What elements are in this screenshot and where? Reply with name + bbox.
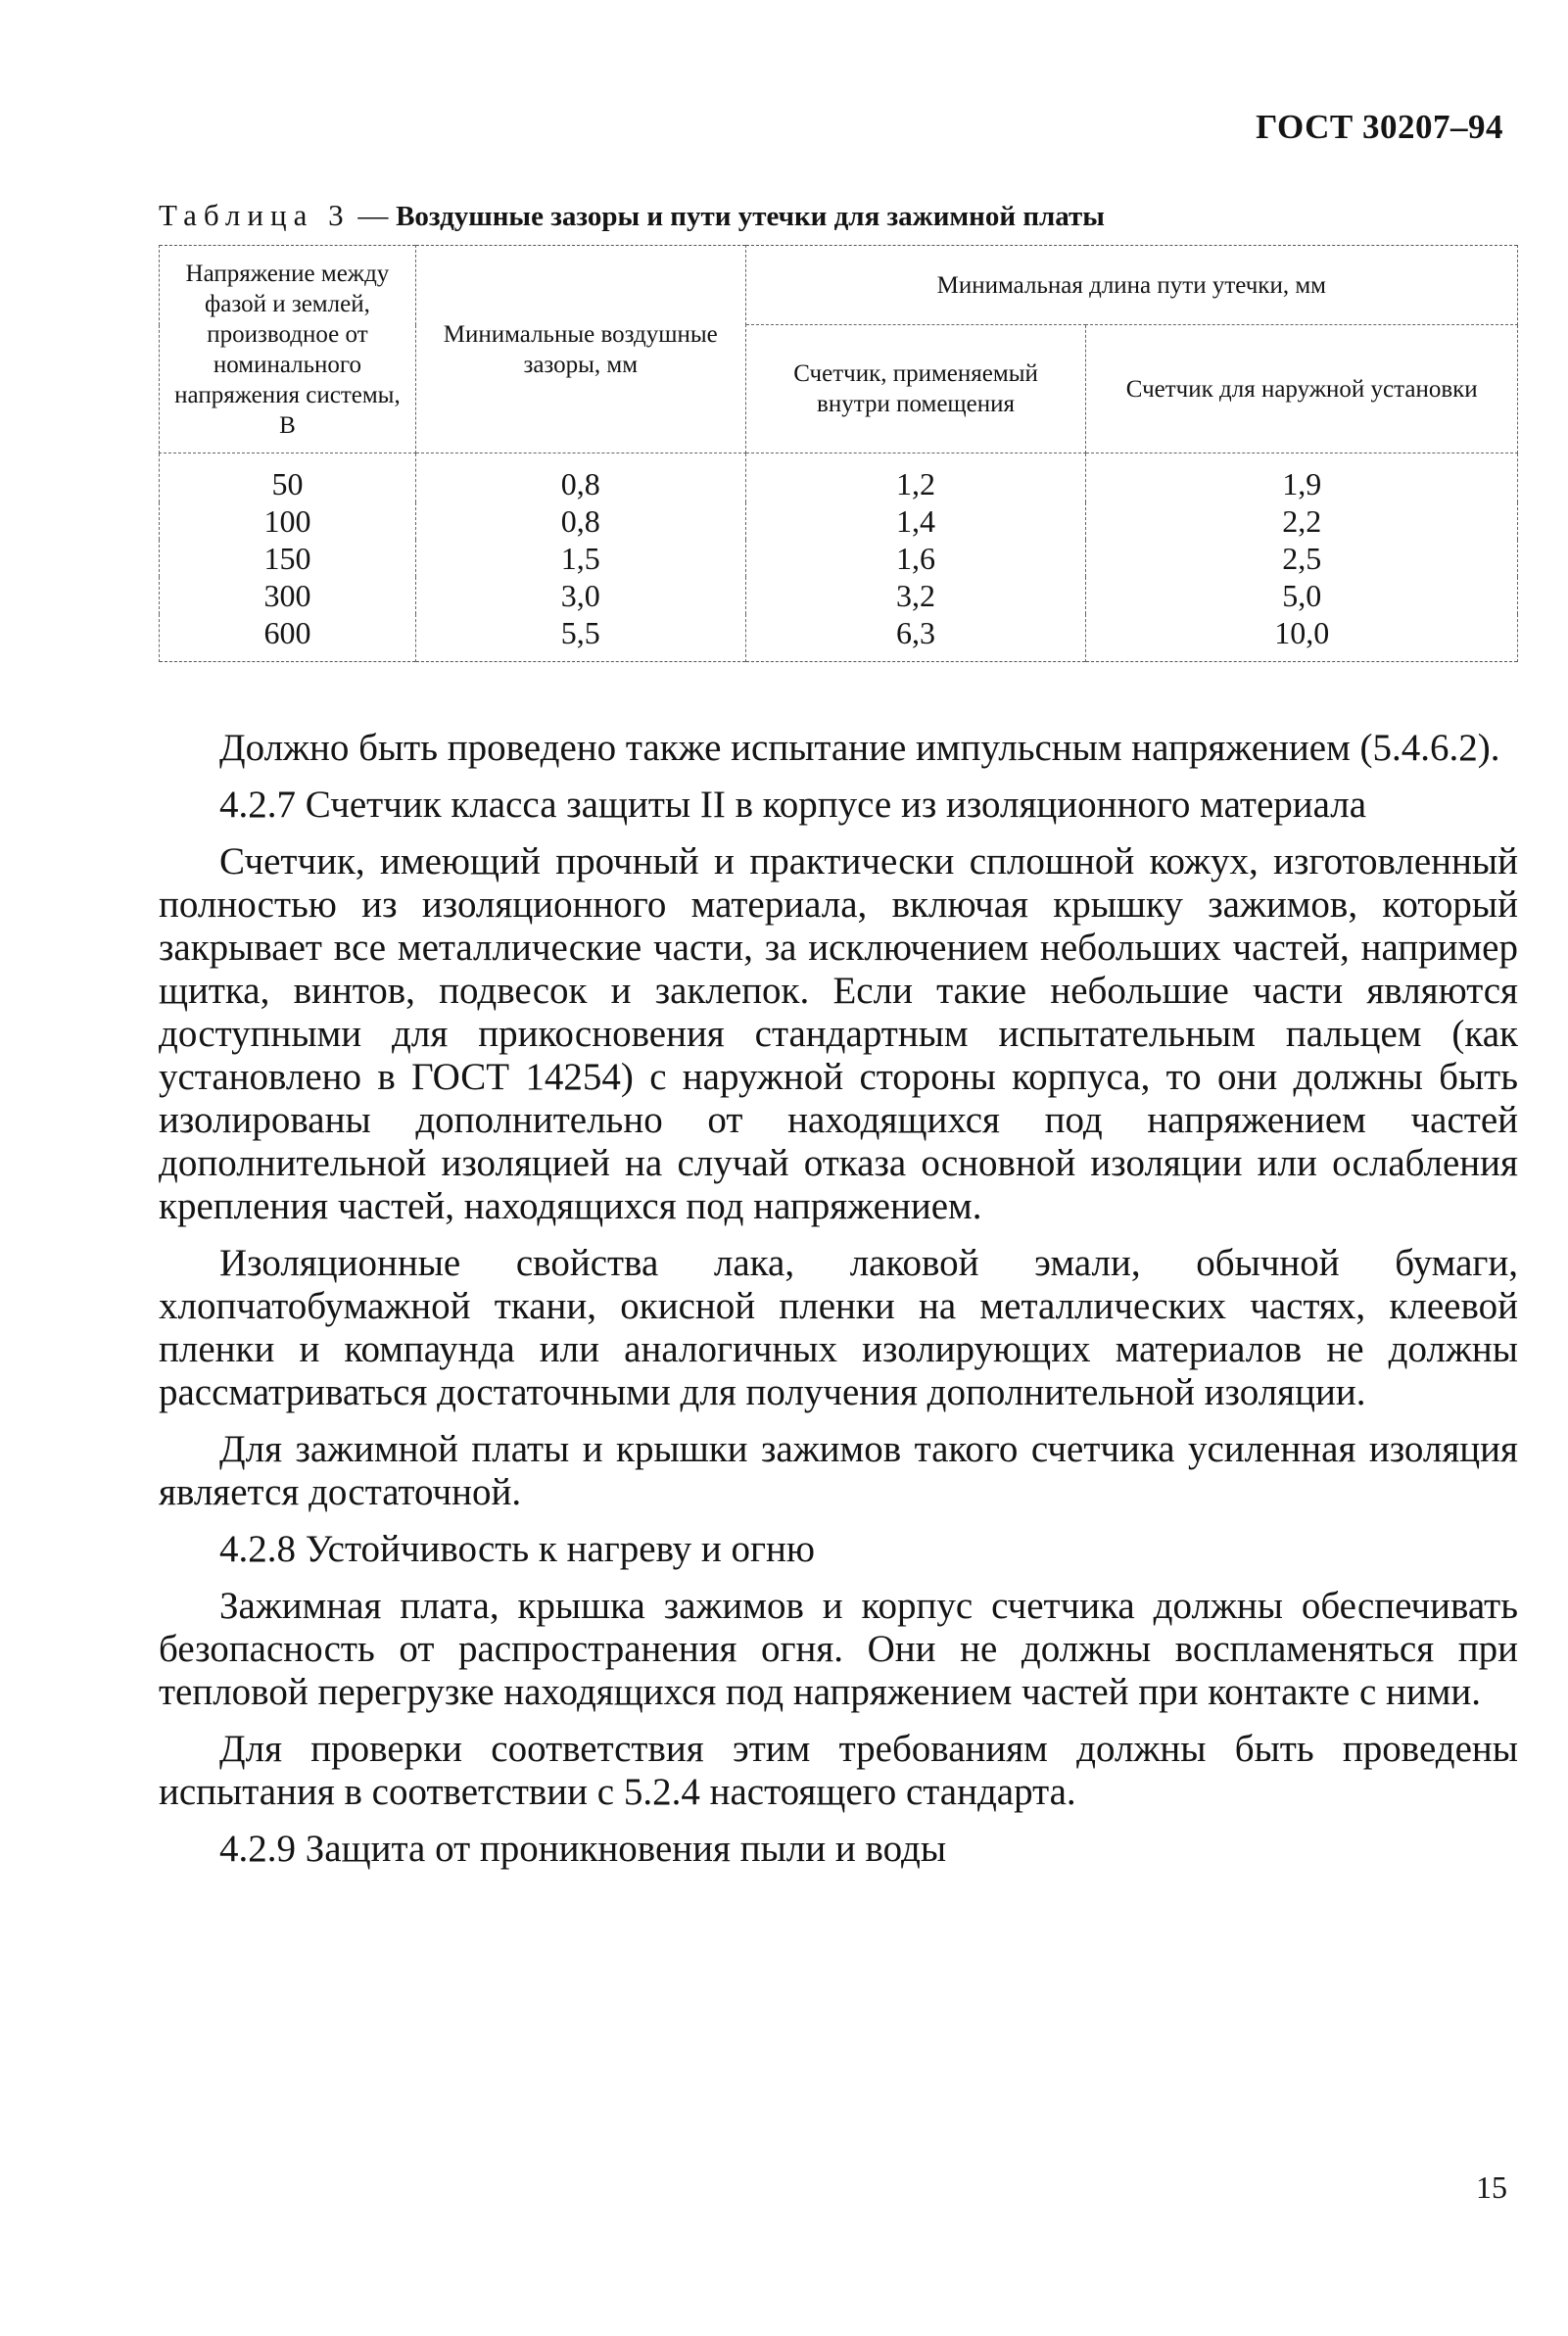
cell-indoor: 1,6 — [745, 540, 1086, 577]
paragraph: Изоляционные свойства лака, лаковой эмали, обычной бумаги, хлопчатобумажной ткани, окисной пленки на металлических частях, клеевой пленки и компаунда или аналогичных изолирующих материалов не должны рассматриваться достаточными для получения дополнительной изоляции. — [159, 1242, 1518, 1413]
document-code: ГОСТ 30207–94 — [1256, 108, 1503, 146]
cell-voltage: 300 — [160, 577, 416, 614]
table-row — [160, 502, 1518, 540]
paragraph: Должно быть проведено также испытание импульсным напряжением (5.4.6.2). — [219, 727, 1500, 769]
section-heading-4-2-9: 4.2.9 Защита от проникновения пыли и воды — [219, 1828, 947, 1870]
cell-clearance: 3,0 — [415, 577, 745, 614]
clearance-table — [159, 245, 1518, 662]
column-header-voltage: Напряжение между фазой и землей, производное от номинального напряжения системы, В — [160, 246, 416, 453]
column-header-clearance: Минимальные воздушные зазоры, мм — [415, 246, 745, 453]
table-row — [160, 453, 1518, 503]
page-number: 15 — [1476, 2169, 1507, 2205]
cell-clearance: 0,8 — [415, 502, 745, 540]
table-row — [160, 614, 1518, 662]
cell-outdoor: 1,9 — [1086, 453, 1518, 503]
paragraph: Зажимная плата, крышка зажимов и корпус счетчика должны обеспечивать безопасность от распространения огня. Они не должны воспламеняться при тепловой перегрузке находящихся под напряжением частей при контакте с ними. — [159, 1585, 1518, 1713]
cell-indoor: 6,3 — [745, 614, 1086, 662]
table-caption-label: Таблица 3 — [159, 198, 351, 232]
cell-voltage: 150 — [160, 540, 416, 577]
table-caption — [159, 198, 1105, 233]
section-heading-4-2-8: 4.2.8 Устойчивость к нагреву и огню — [219, 1528, 816, 1570]
cell-clearance: 0,8 — [415, 453, 745, 503]
column-header-outdoor: Счетчик для наружной установки — [1086, 325, 1518, 453]
section-heading-4-2-7: 4.2.7 Счетчик класса защиты II в корпусе из изоляционного материала — [219, 784, 1367, 826]
cell-outdoor: 2,2 — [1086, 502, 1518, 540]
cell-outdoor: 10,0 — [1086, 614, 1518, 662]
paragraph: Для проверки соответствия этим требованиям должны быть проведены испытания в соответствии с 5.2.4 настоящего стандарта. — [159, 1728, 1518, 1813]
table-caption-separator: — — [350, 198, 397, 232]
cell-outdoor: 5,0 — [1086, 577, 1518, 614]
table-row — [160, 540, 1518, 577]
cell-clearance: 5,5 — [415, 614, 745, 662]
cell-indoor: 1,4 — [745, 502, 1086, 540]
cell-voltage: 100 — [160, 502, 416, 540]
table-caption-title: Воздушные зазоры и пути утечки для зажимной платы — [396, 201, 1105, 232]
cell-indoor: 3,2 — [745, 577, 1086, 614]
cell-clearance: 1,5 — [415, 540, 745, 577]
paragraph: Для зажимной платы и крышки зажимов такого счетчика усиленная изоляция является достаточной. — [159, 1428, 1518, 1513]
column-header-indoor: Счетчик, применяемый внутри помещения — [745, 325, 1086, 453]
body-text — [159, 727, 1518, 1884]
cell-voltage: 600 — [160, 614, 416, 662]
paragraph: Счетчик, имеющий прочный и практически сплошной кожух, изготовленный полностью из изоляционного материала, включая крышку зажимов, который закрывает все металлические части, за исключением небольших частей, например щитка, винтов, подвесок и заклепок. Если такие небольшие части являются доступными для прикосновения стандартным испытательным пальцем (как установлено в ГОСТ 14254) с наружной стороны корпуса, то они должны быть изолированы дополнительно от находящихся под напряжением частей дополнительной изоляцией на случай отказа основной изоляции или ослабления крепления частей, находящихся под напряжением. — [159, 840, 1518, 1227]
cell-indoor: 1,2 — [745, 453, 1086, 503]
cell-voltage: 50 — [160, 453, 416, 503]
table-row — [160, 577, 1518, 614]
cell-outdoor: 2,5 — [1086, 540, 1518, 577]
column-header-creepage: Минимальная длина пути утечки, мм — [745, 246, 1517, 325]
